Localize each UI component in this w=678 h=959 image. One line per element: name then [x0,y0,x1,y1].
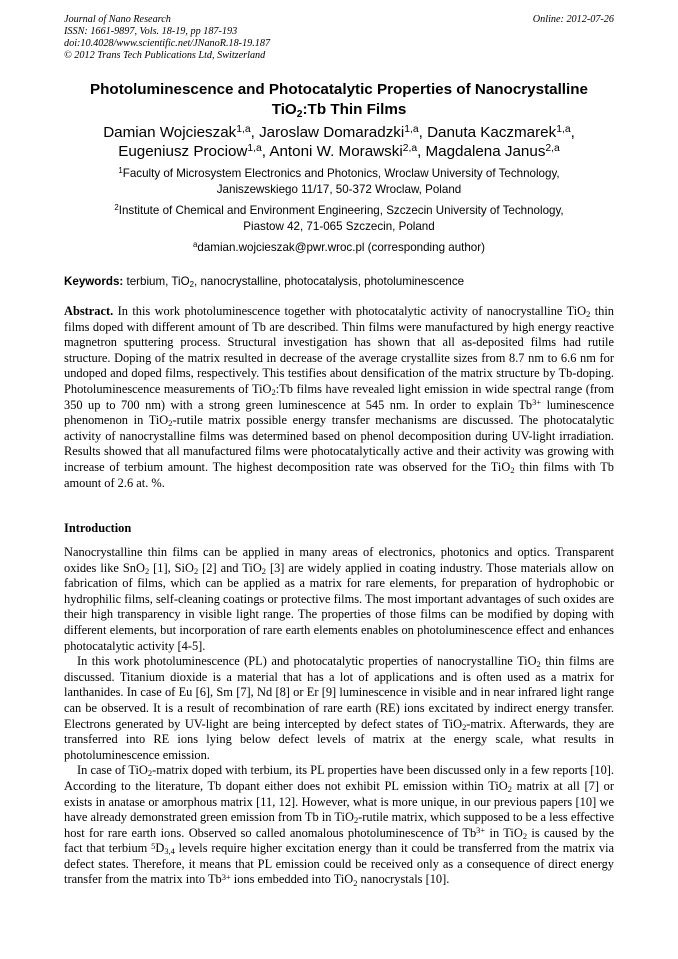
paragraph: Nanocrystalline thin films can be applied in many areas of electronics, photonics and optics. Transparent oxides like SnO$_2$ [1], SiO$_2$ [2] and TiO$_2$ [3] are widely applied in coating industry. Those materials allow on fabrication of films, which can be applied as a matrix for rare elements, for preparation of hydrophobic or hydrophilic films, self-cleaning coatings or protective films. The most important advantages of such oxides are their high transparency in visible light range. The properties of those films can be modified by doping with different elements, but incorporation of rare earth elements enables on photoluminescence effect and enhances photocatalytic activity [4-5]. [64,545,614,653]
section-heading-introduction: Introduction [64,521,132,535]
abstract-label: Abstract. [64,304,114,318]
introduction-body [64,545,614,888]
author-name: Damian Wojcieszak [103,124,237,141]
author-name: Antoni W. Morawski [269,143,403,160]
paragraph: In case of TiO$_2$-matrix doped with terbium, its PL properties have been discussed only in a few reports [10]. According to the literature, Tb dopant either does not exhibit PL emission within TiO$_2$ matrix at all [7] or exists in anatase or amorphous matrix [11, 12]. However, what is more unique, in our previous papers [10] we have already demonstrated green emission from Tb in TiO$_2$-rutile matrix, which supposed to be a less effective host for rare earth ions. Observed so called anomalous photoluminescence of $Tb^{3+}$ in TiO$_2$ is caused by the fact that terbium $^5D_{3,4}$ levels require higher excitation energy than it could be transferred from the matrix via defect states. Therefore, it means that PL emission could be received only as a consequence of direct energy transfer from the matrix into $Tb^{3+}$ ions embedded into TiO$_2$ nanocrystals [10]. [64,763,615,888]
paper-title [60,80,618,120]
author-name: Magdalena Janus [425,143,546,160]
author-name: Danuta Kaczmarek [427,124,557,141]
affiliation-2: $^2$Institute of Chemical and Environment Engineering, Szczecin University of Technology, Piastow 42, 71-065 Szczecin, Poland [114,203,564,233]
journal-header [64,14,270,62]
keywords-label: Keywords: [64,275,124,288]
author-name: Jaroslaw Domaradzki [259,124,405,141]
affiliation-1: $^1$Faculty of Microsystem Electronics and Photonics, Wroclaw University of Technology, Janiszewskiego 11/17, 50-372 Wroclaw, Poland [118,166,560,196]
title-line-2: TiO$_2$:Tb Thin Films [271,101,407,120]
journal-issn: ISSN: 1661-9897, Vols. 18-19, pp 187-193 [64,26,238,37]
paragraph: In this work photoluminescence (PL) and photocatalytic properties of nanocrystalline TiO$_2$ thin films are discussed. Titanium dioxide is a material that has a lot of applications and is often used as a matrix for lanthanides. In case of Eu [6], Sm [7], Nd [8] or Er [9] luminescence in visible and in near infrared light range can be observed. It is a result of recombination of rare earth (RE) ions excitated by indirect energy transfer. Electrons generated by UV-light are being intercepted by defect states of TiO$_2$-matrix. Afterwards, they are transferred into RE ions lying below defect levels of matrix at the energy scale, what results in photoluminescence emission. [64,654,615,762]
author-line-2: Eugeniusz Prociow$^{1,a}$, Antoni W. Morawski$^{2,a}$, Magdalena Janus$^{2,a}$ [118,143,560,160]
author-list [60,123,618,161]
author-line-1: Damian Wojcieszak$^{1,a}$, Jaroslaw Domaradzki$^{1,a}$, Danuta Kaczmarek$^{1,a}$, [103,124,575,141]
keywords: Keywords: terbium, TiO$_2$, nanocrystalline, photocatalysis, photoluminescence [64,275,465,289]
online-date: Online: 2012-07-26 [532,14,614,25]
journal-name: Journal of Nano Research [64,14,171,25]
author-name: Eugeniusz Prociow [118,143,248,160]
abstract: Abstract. In this work photoluminescence together with photocatalytic activity of nanocrystalline TiO$_2$ thin films doped with different amount of Tb are described. Thin films were manufactured by high energy reactive magnetron sputtering process. Structural investigation has shown that all as-deposited films had rutile structure. Doping of the matrix resulted in decrease of the average crystallite sizes from 8.7 nm to 6.6 nm for undoped and doped films, respectively. This testifies about densification of the matrix structure by Tb-doping. Photoluminescence measurements of TiO$_2$:Tb films have revealed light emission in wide spectral range (from 350 up to 700 nm) with a strong green luminescence at 545 nm. In order to explain $Tb^{3+}$ luminescence phenomenon in TiO$_2$-rutile matrix possible energy transfer mechanisms are discussed. The photocatalytic activity of nanocrystalline films was determined based on phenol decomposition during UV-light irradiation. Results showed that all manufactured films were photocatalytically active and their activity was growing with increase of terbium amount. The highest decomposition rate was observed for the TiO$_2$ thin films with Tb amount of 2.6 at. %. [64,304,615,490]
title-line-1: Photoluminescence and Photocatalytic Properties of Nanocrystalline [90,81,588,98]
journal-doi: doi:10.4028/www.scientific.net/JNanoR.18-19.187 [64,38,271,49]
corresponding-email: $^a$damian.wojcieszak@pwr.wroc.pl (corresponding author) [193,240,485,254]
journal-copyright: © 2012 Trans Tech Publications Ltd, Switzerland [64,50,266,61]
